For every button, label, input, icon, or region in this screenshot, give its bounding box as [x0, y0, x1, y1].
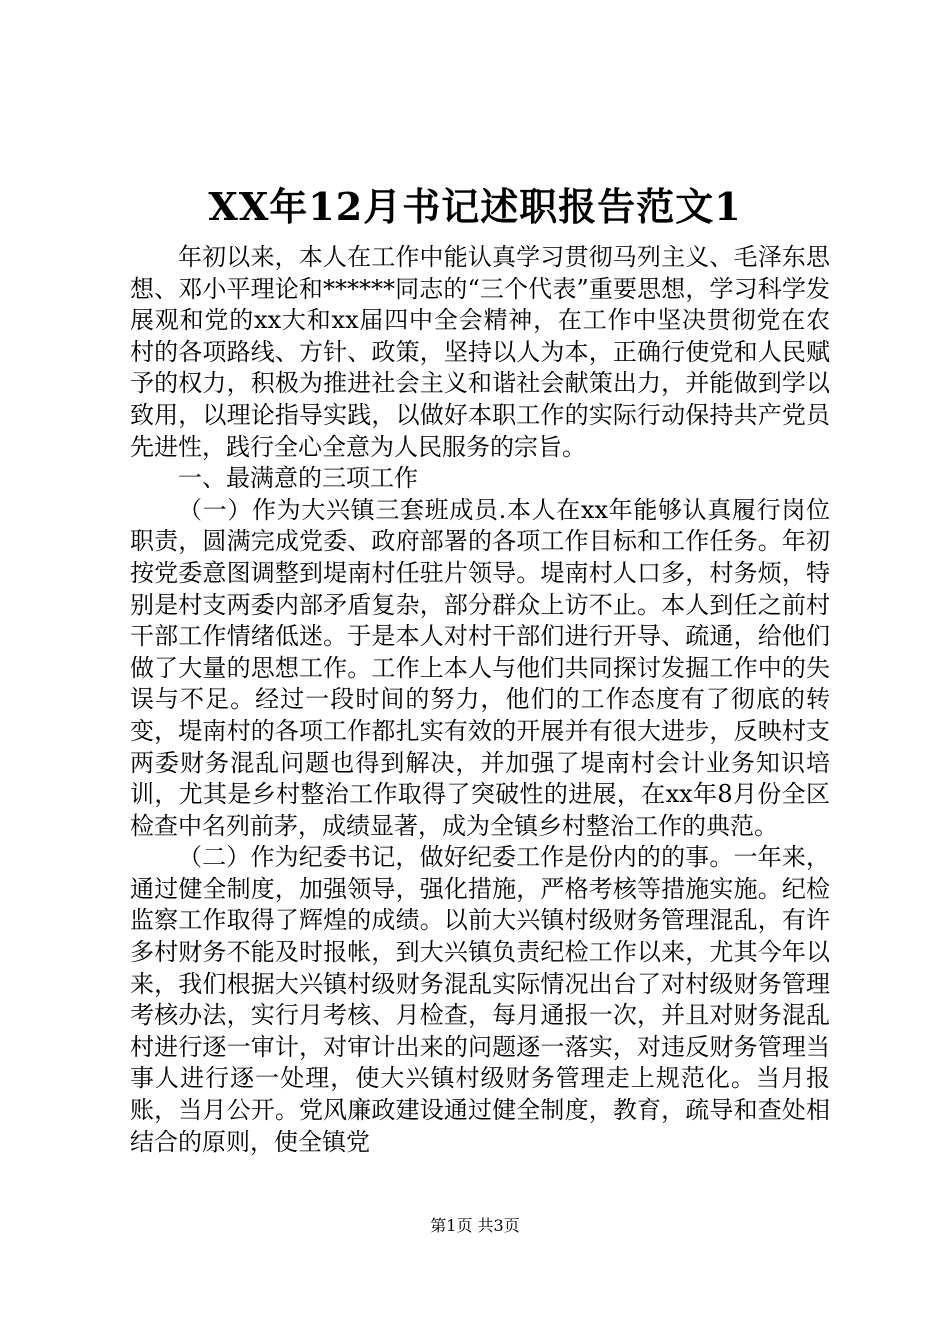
- section-heading: 一、最满意的三项工作: [178, 464, 418, 493]
- page-footer: [0, 1214, 950, 1238]
- document-body: [130, 242, 830, 1158]
- document-title: XX年12月书记述职报告范文1: [208, 184, 742, 229]
- paragraph-item-2: （二）作为纪委书记，做好纪委工作是份内的的事。一年来，通过健全制度，加强领导，强化措施，严格考核等措施实施。纪检监察工作取得了辉煌的成绩。以前大兴镇村级财务管理混乱，有许多村财务不能及时报帐，到大兴镇负责纪检工作以来，尤其今年以来，我们根据大兴镇村级财务混乱实际情况出台了对村级财务管理考核办法，实行月考核、月检查，每月通报一次，并且对财务混乱村进行逐一审计，对审计出来的问题逐一落实，对违反财务管理当事人进行逐一处理，使大兴镇村级财务管理走上规范化。当月报账，当月公开。党风廉政建设通过健全制度，教育，疏导和查处相结合的原则，使全镇党: [130, 843, 830, 1156]
- page-indicator: 第1页 共3页: [430, 1216, 520, 1235]
- paragraph-item-1: （一）作为大兴镇三套班成员.本人在xx年能够认真履行岗位职责，圆满完成党委、政府部署的各项工作目标和工作任务。年初按党委意图调整到堤南村任驻片领导。堤南村人口多，村务烦，特别是村支两委内部矛盾复杂，部分群众上访不止。本人到任之前村干部工作情绪低迷。于是本人对村干部们进行开导、疏通，给他们做了大量的思想工作。工作上本人与他们共同探讨发掘工作中的失误与不足。经过一段时间的努力，他们的工作态度有了彻底的转变，堤南村的各项工作都扎实有效的开展并有很大进步，反映村支两委财务混乱问题也得到解决，并加强了堤南村会计业务知识培训，尤其是乡村整治工作取得了突破性的进展，在xx年8月份全区检查中名列前茅，成绩显著，成为全镇乡村整治工作的典范。: [130, 495, 830, 840]
- paragraph-intro: 年初以来，本人在工作中能认真学习贯彻马列主义、毛泽东思想、邓小平理论和******同志的“三个代表”重要思想，学习科学发展观和党的xx大和xx届四中全会精神，在工作中坚决贯彻党在农村的各项路线、方针、政策，坚持以人为本，正确行使党和人民赋予的权力，积极为推进社会主义和谐社会献策出力，并能做到学以致用，以理论指导实践，以做好本职工作的实际行动保持共产党员先进性，践行全心全意为人民服务的宗旨。: [130, 243, 830, 461]
